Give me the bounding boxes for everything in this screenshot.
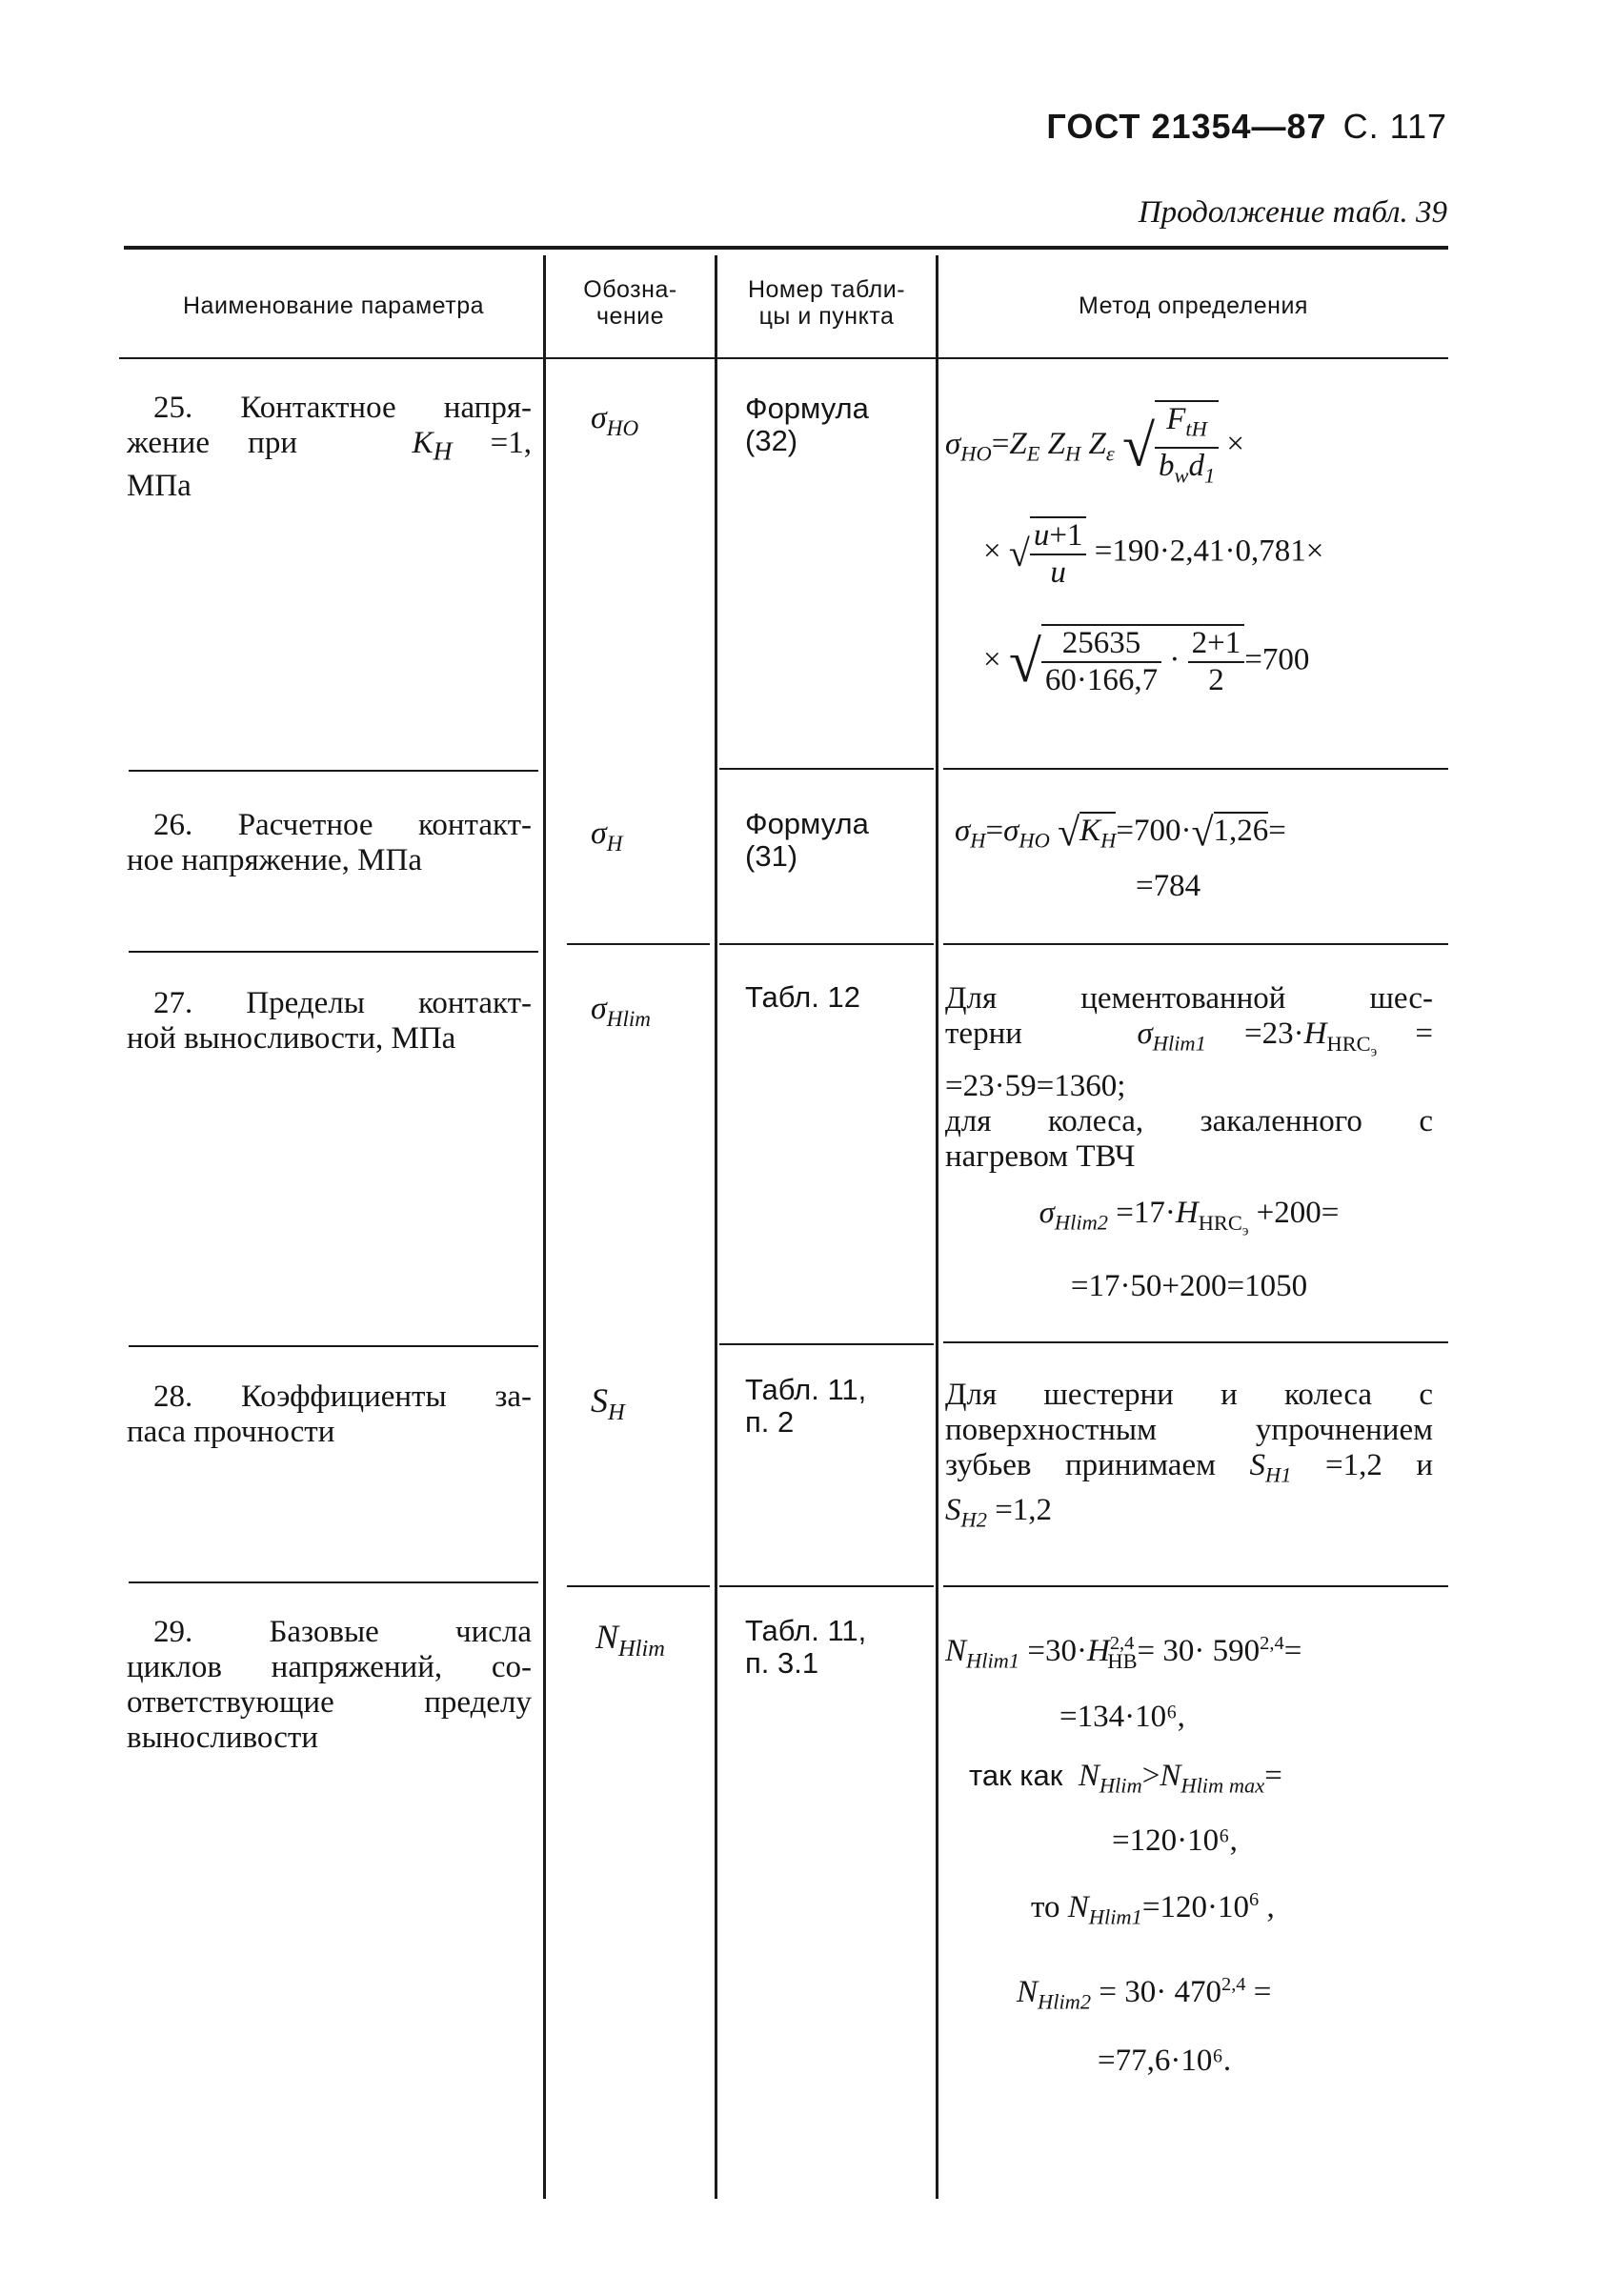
row-27-method-line3: =23·59=1360; <box>945 1069 1126 1104</box>
row-29-name-line4: выносливости <box>127 1721 318 1755</box>
row-25-name-line1: 25. Контактное напря- <box>153 391 532 425</box>
row-27-symbol-sub: Hlim <box>606 1006 652 1032</box>
table-continuation-label: Продолжение табл. 39 <box>1138 195 1447 230</box>
row-29-name <box>127 1615 532 1756</box>
row-25-kh <box>412 426 453 466</box>
row-25-name-line3: МПа <box>127 468 192 503</box>
row-27-method-line5: нагревом ТВЧ <box>945 1139 1136 1175</box>
row-25-name <box>127 391 532 504</box>
row-25-kh-symbol: K <box>412 426 434 460</box>
row-29-formula <box>945 1624 1433 2080</box>
row-25-formula-line1: $\sigma_{HO}=Z_E$ $Z_H$ $Z_\varepsilon$ √ $\frac{F_{tH}}{b_wd_1}$ × <box>945 400 1244 493</box>
row-29-formula-line6: $N_{Hlim2} = 30\cdot 470^{2,4}$ = <box>1017 1973 1272 2014</box>
row-28-symbol <box>591 1383 625 1430</box>
row-28-method-line3-text: зубьев принимаем <box>945 1448 1216 1482</box>
row-27-name <box>127 986 532 1057</box>
row-28-method-line3-formula: $S_{H1} =1,2$ и <box>1249 1448 1434 1487</box>
column-divider-2 <box>715 255 717 2199</box>
row-26-ref-line2: (31) <box>745 839 798 873</box>
row-25-separator-a <box>129 770 538 772</box>
row-29-ref-line1: Табл. 11, <box>745 1614 867 1647</box>
row-26-symbol-base: σ <box>591 816 607 851</box>
row-26-symbol-sub: H <box>606 831 623 856</box>
row-29-formula-line4: =120·10⁶, <box>1112 1823 1238 1859</box>
column-header-name: Наименование параметра <box>182 292 485 319</box>
row-29-name-line1: 29. Базовые числа <box>153 1615 532 1649</box>
row-27-method-line4: для колеса, закаленного с <box>945 1104 1433 1139</box>
table-top-rule <box>124 246 1448 250</box>
standard-title: ГОСТ 21354—87 <box>1046 107 1327 146</box>
row-28-symbol-sub: H <box>608 1400 625 1426</box>
row-27-symbol-base: σ <box>591 991 607 1026</box>
row-29-symbol <box>595 1620 665 1666</box>
row-27-symbol <box>591 991 651 1037</box>
sqrt-icon: √ <box>1191 811 1214 856</box>
row-25-frac1-denominator: 60·166,7 <box>1044 663 1159 697</box>
row-25-ref-line2: (32) <box>745 424 798 457</box>
row-25-name-line2 <box>127 426 532 469</box>
row-29-formula-line3: так как $N_{Hlim}>N_{Hlim max}=$ <box>969 1758 1282 1798</box>
row-27-name-line1: 27. Пределы контакт- <box>153 986 532 1020</box>
row-29-ref-line2: п. 3.1 <box>745 1646 819 1680</box>
row-28-symbol-base: S <box>591 1381 608 1420</box>
row-25-frac1-numerator: 25635 <box>1041 626 1161 663</box>
row-27-separator-c <box>943 1341 1448 1343</box>
row-27-method-line2-text: терни <box>945 1017 1022 1051</box>
row-25-kh-value: =1, <box>490 426 532 460</box>
row-25-ref <box>745 393 917 457</box>
row-27-method-line1: Для цементованной шес- <box>945 981 1433 1016</box>
row-25-formula-result: =700 <box>1244 642 1310 677</box>
row-28-separator-d <box>943 1585 1448 1587</box>
column-header-ref-line2: цы и пункта <box>758 303 895 330</box>
row-28-name <box>127 1380 532 1450</box>
row-26-separator-b <box>567 943 710 945</box>
row-25-frac2-numerator: 2+1 <box>1188 626 1245 663</box>
row-27-method-line2 <box>945 1017 1433 1069</box>
column-header-ref <box>717 276 936 330</box>
column-header-symbol <box>546 276 715 330</box>
row-27-formula-line2: =17·50+200=1050 <box>1070 1269 1308 1304</box>
row-26-separator-c <box>719 943 934 945</box>
row-27-name-line2: ной выносливости, МПа <box>127 1021 456 1056</box>
column-divider-3 <box>936 255 938 2199</box>
column-divider-1 <box>543 255 546 2199</box>
row-25-separator-b <box>719 768 934 770</box>
column-header-symbol-line1: Обозна- <box>583 276 677 303</box>
row-26-name <box>127 808 532 878</box>
row-28-ref-line2: п. 2 <box>745 1405 795 1439</box>
header-bottom-rule <box>119 357 1448 359</box>
sqrt-icon: √ <box>1008 532 1030 574</box>
column-header-ref-line1: Номер табли- <box>747 276 906 303</box>
row-29-ref <box>745 1615 917 1680</box>
column-header-method: Метод определения <box>1079 292 1308 319</box>
page-header <box>1046 107 1447 147</box>
row-26-ref-line1: Формула <box>745 807 869 840</box>
sqrt-icon: √ <box>1058 811 1080 856</box>
row-28-separator-a <box>129 1581 538 1583</box>
row-27-separator-a <box>129 1345 538 1347</box>
row-26-symbol <box>591 816 622 862</box>
row-27-separator-b <box>719 1343 934 1345</box>
row-28-separator-b <box>567 1585 710 1587</box>
row-27-method <box>945 981 1433 1304</box>
row-28-name-line1: 28. Коэффициенты за- <box>153 1380 532 1414</box>
row-25-symbol <box>591 400 638 447</box>
row-29-name-line3: ответствующие пределу <box>127 1685 532 1720</box>
row-26-name-line1: 26. Расчетное контакт- <box>153 808 532 842</box>
column-header-symbol-line2: чение <box>595 303 665 330</box>
row-28-ref <box>745 1374 917 1439</box>
row-29-formula-line1: $N_{Hlim1} =30\cdot H^{2,4}_{HB}= 30\cdot 590^{2,4}=$ <box>945 1633 1302 1673</box>
row-25-formula-line2-value: =190·2,41·0,781× <box>1094 534 1324 569</box>
row-28-separator-c <box>719 1585 934 1587</box>
row-28-method-line3 <box>945 1448 1433 1493</box>
row-29-formula-line2: =134·10⁶, <box>1059 1699 1185 1734</box>
row-25-formula-line2: × √ $\frac{u+1}{u}$ =190·2,41·0,781× <box>983 518 1324 590</box>
row-25-kh-sub: H <box>433 435 453 466</box>
row-26-formula-line2: =784 <box>1136 869 1201 903</box>
row-29-formula-line5-word: то <box>1031 1890 1060 1925</box>
row-25-frac2-denominator: 2 <box>1208 663 1224 697</box>
row-29-formula-line3-word: так как <box>969 1758 1063 1792</box>
row-28-name-line2: паса прочности <box>127 1415 335 1449</box>
row-25-ref-line1: Формула <box>745 392 869 425</box>
row-26-ref <box>745 808 917 873</box>
row-29-formula-line5: то $N_{Hlim1}=120\cdot 10^6$ , <box>1031 1889 1275 1929</box>
row-26-separator-d <box>943 943 1448 945</box>
sqrt-icon: √ <box>1121 413 1155 479</box>
row-29-symbol-base: N <box>595 1618 619 1656</box>
row-25-symbol-base: σ <box>591 400 607 435</box>
row-27-method-formula: $\sigma_{Hlim1} =23\cdot H_{HRC_э}$ = <box>1137 1017 1433 1060</box>
row-28-ref-line1: Табл. 11, <box>745 1373 867 1406</box>
row-25-name-line2-text: жение при <box>127 426 297 460</box>
row-25-separator-c <box>943 768 1448 770</box>
row-27-ref <box>745 981 917 1014</box>
row-29-symbol-sub: Hlim <box>618 1636 665 1662</box>
row-25-symbol-sub: HO <box>606 415 639 441</box>
sqrt-icon: √ <box>1008 630 1041 695</box>
row-26-separator-a <box>129 951 538 953</box>
row-28-method <box>945 1378 1433 1537</box>
row-27-formula-line1: $\sigma_{Hlim2} =17\cdot H_{HRC_э} +200=$ <box>1039 1196 1340 1239</box>
row-29-formula-line7: =77,6·10⁶. <box>1098 2044 1232 2079</box>
row-27-ref-line1: Табл. 12 <box>745 980 860 1014</box>
row-25-formula-line3: × √ $\frac{25635}{60\cdot 166,7}$ · $\frac{2+1}{2}$ =700 <box>983 626 1310 697</box>
row-28-method-line1: Для шестерни и колеса с <box>945 1378 1433 1412</box>
row-28-method-line2: поверхностным упрочнением <box>945 1413 1433 1447</box>
row-26-formula-line1: $\sigma_H=\sigma_{HO}$ $√K_H=700\cdot√1,26=$ <box>955 812 1286 858</box>
row-28-method-line4: $S_{H2} =1,2$ <box>945 1492 1053 1532</box>
row-29-name-line2: циклов напряжений, со- <box>127 1650 532 1684</box>
page-number: С. 117 <box>1342 107 1447 146</box>
row-26-name-line2: ное напряжение, МПа <box>127 843 422 877</box>
